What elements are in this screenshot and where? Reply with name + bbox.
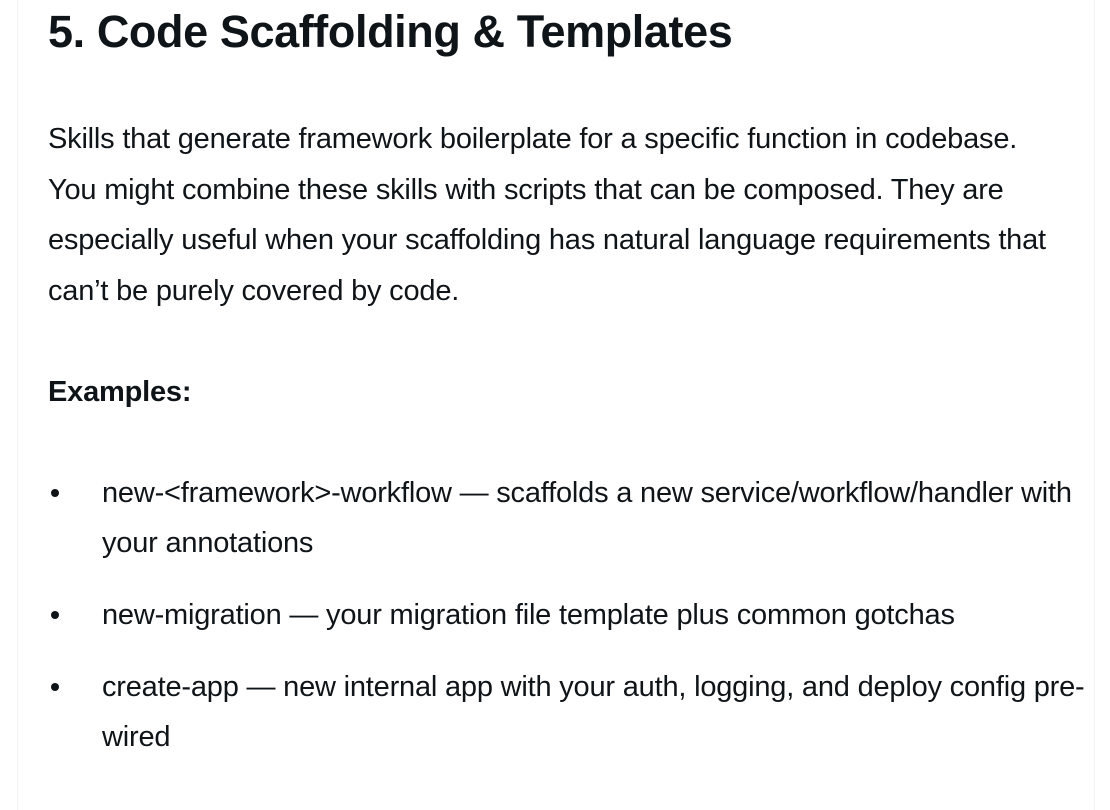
bullet-icon	[51, 611, 59, 619]
list-item	[48, 590, 1088, 640]
section-intro-paragraph: Skills that generate framework boilerplate for a specific function in codebase. You might combine these skills with scripts that can be composed. They are especially useful when your scaffolding has natural language requirements that can’t be purely covered by code.	[48, 123, 1046, 307]
list-item-text: create-app — new internal app with your auth, logging, and deploy config pre-wired	[102, 671, 1085, 753]
bullet-icon	[51, 683, 59, 691]
list-item-text: new-migration — your migration file template plus common gotchas	[102, 599, 955, 631]
list-item-text: new-<framework>-workflow — scaffolds a new service/workflow/handler with your annotations	[102, 477, 1072, 559]
list-item	[48, 468, 1088, 568]
examples-list	[48, 468, 1088, 784]
section-title: 5. Code Scaffolding & Templates	[48, 6, 733, 57]
list-item	[48, 662, 1088, 762]
examples-label: Examples:	[48, 376, 192, 408]
bullet-icon	[51, 489, 59, 497]
